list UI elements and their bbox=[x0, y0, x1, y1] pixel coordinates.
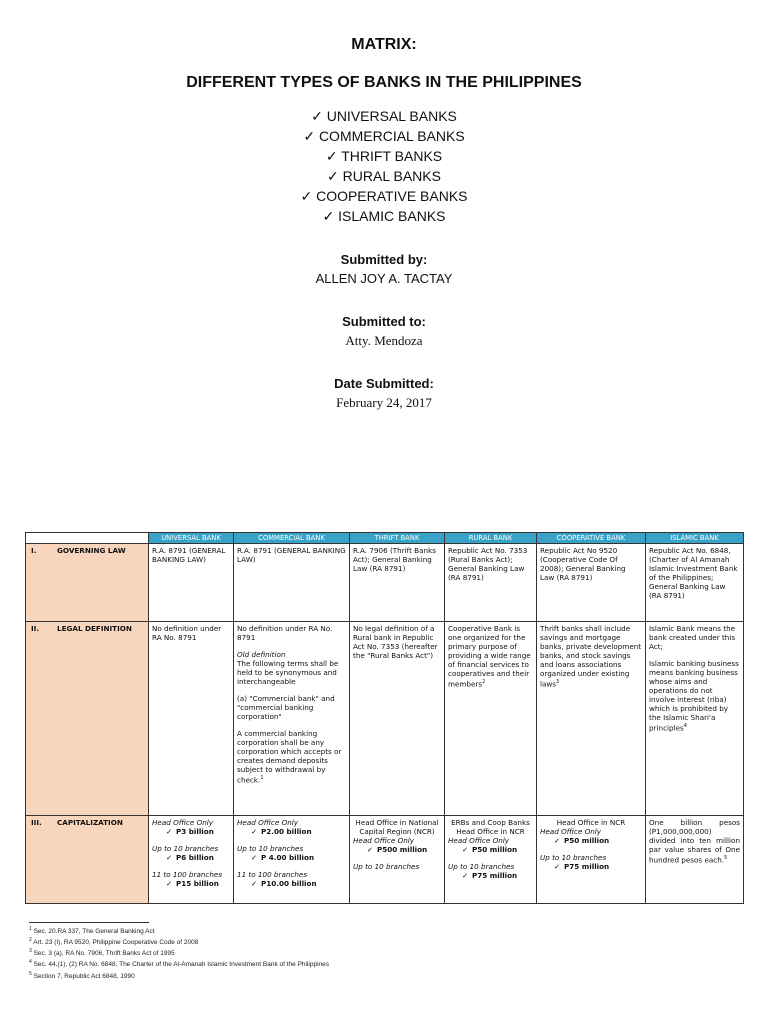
header-universal-bank: UNIVERSAL BANK bbox=[149, 533, 234, 544]
check-icon: ✓ bbox=[251, 853, 258, 862]
footnote: $^5$ Section 7, Republic Act 6848, 1990 bbox=[29, 970, 135, 980]
table-cell-islamic-capital: One billion pesos (P1,000,000,000) divided into ten million par value shares of One hundred pesos each.$^5$ bbox=[646, 816, 744, 904]
table-cell: R.A. 8791 (GENERAL BANKING LAW) bbox=[149, 544, 234, 622]
check-icon: ✓ bbox=[322, 208, 335, 224]
submitted-to-name: Atty. Mendoza bbox=[345, 333, 423, 348]
table-cell: Republic Act No. 7353 (Rural Banks Act); General Banking Law (RA 8791) bbox=[445, 544, 537, 622]
header-blank bbox=[26, 533, 149, 544]
table-cell: Cooperative Bank is one organized for the primary purpose of providing a wide range of financial services to cooperatives and their members$^2$ bbox=[445, 622, 537, 816]
table-header-row bbox=[26, 533, 744, 544]
header-cooperative-bank: COOPERATIVE BANK bbox=[537, 533, 646, 544]
row-heading-capitalization: III. CAPITALIZATION bbox=[26, 816, 149, 904]
date-value: February 24, 2017 bbox=[336, 395, 432, 410]
table-row-legal-definition bbox=[26, 622, 744, 816]
table-cell-commercial-capital: Head Office Only ✓ P2.00 billion Up to 10 branches ✓ P 4.00 billion 11 to 100 branches ✓ P10.00 billion bbox=[234, 816, 350, 904]
check-icon: ✓ bbox=[166, 879, 173, 888]
table-cell: No legal definition of a Rural bank in Republic Act No. 7353 (hereafter the "Rural Banks Act") bbox=[350, 622, 445, 816]
table-cell: Republic Act No 9520 (Cooperative Code Of 2008); General Banking Law (RA 8791) bbox=[537, 544, 646, 622]
cover-page bbox=[0, 28, 768, 412]
check-icon: ✓ bbox=[166, 827, 173, 836]
check-icon: ✓ bbox=[367, 845, 374, 854]
check-icon: ✓ bbox=[303, 128, 316, 144]
table-cell: No definition under RA No. 8791 bbox=[149, 622, 234, 816]
table-cell-universal-capital: Head Office Only ✓ P3 billion Up to 10 branches ✓ P6 billion 11 to 100 branches ✓ P15 billion bbox=[149, 816, 234, 904]
footnote: $^3$ Sec. 3 (a), RA No. 7906, Thrift Banks Act of 1995 bbox=[29, 948, 175, 958]
check-icon: ✓ bbox=[325, 148, 338, 164]
header-commercial-bank: COMMERCIAL BANK bbox=[234, 533, 350, 544]
table-cell: Republic Act No. 6848, (Charter of Al Amanah Islamic Investment Bank of the Philippines; General Banking Law (RA 8791) bbox=[646, 544, 744, 622]
document-title: MATRIX: bbox=[351, 36, 417, 53]
check-icon: ✓ bbox=[300, 188, 313, 204]
check-icon: ✓ bbox=[462, 845, 469, 854]
check-icon: ✓ bbox=[251, 879, 258, 888]
bank-type-item: ✓ THRIFT BANKS bbox=[325, 148, 443, 164]
bank-type-item: ✓ UNIVERSAL BANKS bbox=[311, 108, 457, 124]
table-cell-rural-capital: ERBs and Coop Banks Head Office in NCR Head Office Only ✓ P50 million Up to 10 branches ✓ P75 million bbox=[445, 816, 537, 904]
header-islamic-bank: ISLAMIC BANK bbox=[646, 533, 744, 544]
bank-type-item: ✓ RURAL BANKS bbox=[327, 168, 441, 184]
check-icon: ✓ bbox=[251, 827, 258, 836]
table-cell: R.A. 7906 (Thrift Banks Act); General Banking Law (RA 8791) bbox=[350, 544, 445, 622]
date-block bbox=[0, 374, 768, 412]
submitted-by-name: ALLEN JOY A. TACTAY bbox=[315, 271, 453, 286]
row-heading-legal-definition: II. LEGAL DEFINITION bbox=[26, 622, 149, 816]
check-icon: ✓ bbox=[554, 862, 561, 871]
submitted-to-label: Submitted to: bbox=[342, 314, 426, 329]
bank-matrix-table bbox=[25, 532, 744, 904]
check-icon: ✓ bbox=[554, 836, 561, 845]
footnotes bbox=[29, 922, 529, 981]
footnote: $^2$ Art. 23 (I), RA 9520, Philippine Cooperative Code of 2008 bbox=[29, 937, 199, 947]
table-cell: Thrift banks shall include savings and mortgage banks, private development banks, and stock savings and loans associations organized under existing laws$^3$ bbox=[537, 622, 646, 816]
table-row-capitalization bbox=[26, 816, 744, 904]
bank-type-list bbox=[0, 106, 768, 226]
table-cell: R.A. 8791 (GENERAL BANKING LAW) bbox=[234, 544, 350, 622]
submitted-to-block bbox=[0, 312, 768, 350]
row-heading-governing-law: I. GOVERNING LAW bbox=[26, 544, 149, 622]
footnote-divider bbox=[29, 922, 149, 923]
table-cell-commercial-definition: No definition under RA No. 8791 Old definition The following terms shall be held to be synonymous and interchangeable (a) "Commercial bank" and "commercial banking corporation" A commercial banking corporation shall be any corporation which accepts or creates demand deposits subject to withdrawal by check.$^1$ bbox=[234, 622, 350, 816]
bank-type-item: ✓ COMMERCIAL BANKS bbox=[303, 128, 465, 144]
check-icon: ✓ bbox=[166, 853, 173, 862]
header-thrift-bank: THRIFT BANK bbox=[350, 533, 445, 544]
footnote: $^1$ Sec. 20.RA 337, The General Banking Act bbox=[29, 926, 155, 936]
document-subtitle: DIFFERENT TYPES OF BANKS IN THE PHILIPPINES bbox=[186, 74, 582, 91]
bank-type-item: ✓ COOPERATIVE BANKS bbox=[300, 188, 468, 204]
table-row-governing-law bbox=[26, 544, 744, 622]
footnote: $^4$ Sec. 44,(1), (2) RA No. 6848, The Charter of the Al-Amanah Islamic Investment Bank of the Philippines bbox=[29, 959, 330, 969]
submitted-by-block bbox=[0, 250, 768, 288]
table-cell-islamic-definition: Islamic Bank means the bank created under this Act; Islamic banking business means banking business whose aims and operations do not involve interest (riba) which is prohibited by the Islamic Shari'a principles$^4$ bbox=[646, 622, 744, 816]
submitted-by-label: Submitted by: bbox=[340, 252, 428, 267]
check-icon: ✓ bbox=[327, 168, 339, 184]
table-cell-thrift-capital: Head Office in National Capital Region (NCR) Head Office Only ✓ P500 million Up to 10 branches bbox=[350, 816, 445, 904]
bank-type-item: ✓ ISLAMIC BANKS bbox=[322, 208, 446, 224]
date-label: Date Submitted: bbox=[334, 376, 434, 391]
table-cell-cooperative-capital: Head Office in NCR Head Office Only ✓ P50 million Up to 10 branches ✓ P75 million bbox=[537, 816, 646, 904]
check-icon: ✓ bbox=[311, 108, 323, 124]
header-rural-bank: RURAL BANK bbox=[445, 533, 537, 544]
check-icon: ✓ bbox=[462, 871, 469, 880]
